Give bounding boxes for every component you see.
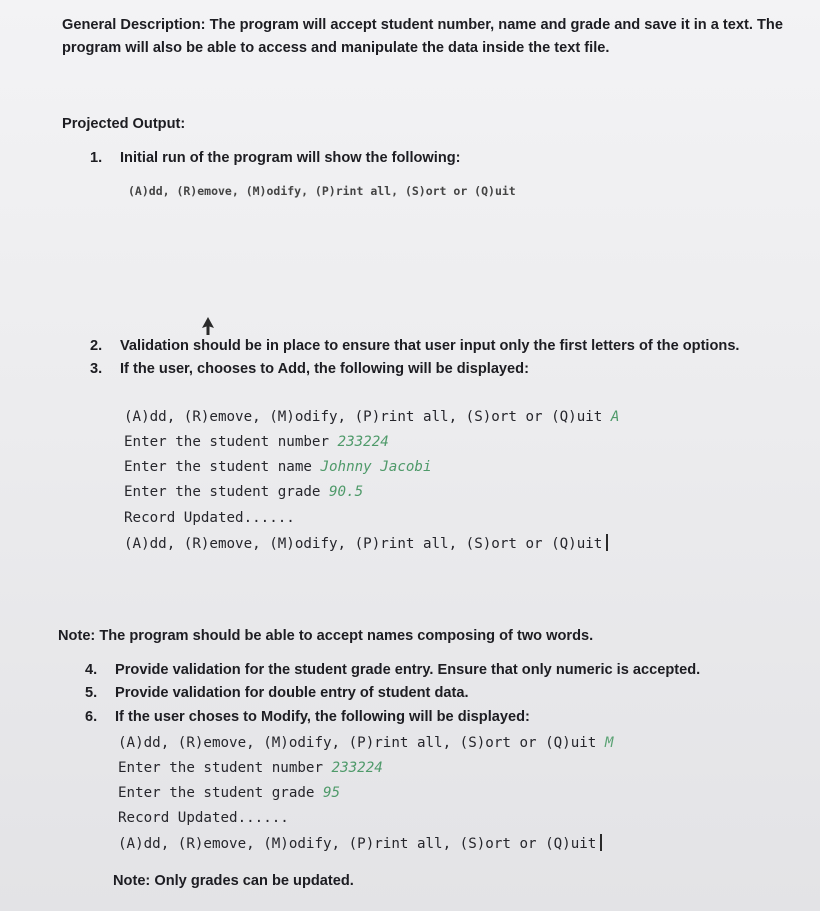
list-item-6: [85, 707, 530, 727]
console-input: M: [604, 735, 614, 751]
list-item-3: [90, 359, 529, 379]
mouse-pointer-icon: [200, 316, 216, 336]
list-item-1-text: Initial run of the program will show the following:: [120, 150, 461, 166]
console-prompt: Enter the student name: [124, 459, 321, 475]
console-input: 233224: [331, 760, 383, 776]
projected-output-heading: Projected Output:: [62, 116, 186, 132]
add-console-number-line: [124, 432, 389, 452]
general-description-line-2: program will also be able to access and manipulate the data inside the text file.: [62, 40, 610, 56]
add-console-menu-line: [124, 407, 619, 427]
console-input: 233224: [337, 434, 389, 450]
list-item-6-number: 6.: [85, 709, 98, 725]
console-input: 95: [323, 785, 341, 801]
list-item-5: [85, 683, 469, 703]
modify-console-record-updated: Record Updated......: [118, 810, 289, 826]
initial-menu-output: (A)dd, (R)emove, (M)odify, (P)rint all, (S)ort or (Q)uit: [128, 184, 516, 198]
modify-console-grade-line: [118, 783, 340, 803]
list-item-4-number: 4.: [85, 662, 98, 678]
add-console-name-line: [124, 457, 432, 477]
note-only-grades: Note: Only grades can be updated.: [113, 873, 354, 889]
list-item-2-number: 2.: [90, 338, 103, 354]
list-item-5-number: 5.: [85, 685, 98, 701]
modify-console-menu-again: [118, 834, 602, 854]
console-prompt: (A)dd, (R)emove, (M)odify, (P)rint all, (S)ort or (Q)uit: [118, 836, 597, 852]
add-console-record-updated: Record Updated......: [124, 510, 295, 526]
list-item-6-text: If the user choses to Modify, the following will be displayed:: [115, 709, 530, 725]
list-item-3-number: 3.: [90, 361, 103, 377]
console-input: A: [610, 409, 620, 425]
text-caret-icon: [600, 834, 602, 851]
console-prompt: Enter the student grade: [118, 785, 323, 801]
list-item-3-text: If the user, chooses to Add, the following will be displayed:: [120, 361, 529, 377]
list-item-4-text: Provide validation for the student grade entry. Ensure that only numeric is accepted.: [115, 662, 701, 678]
text-caret-icon: [606, 534, 608, 551]
list-item-5-text: Provide validation for double entry of student data.: [115, 685, 469, 701]
list-item-2: [90, 336, 740, 356]
console-prompt: Enter the student number: [124, 434, 338, 450]
general-description-line-1: General Description: The program will accept student number, name and grade and save it in a text. The: [62, 17, 783, 33]
console-input: Johnny Jacobi: [320, 459, 432, 475]
note-two-word-names: Note: The program should be able to accept names composing of two words.: [58, 628, 594, 644]
console-prompt: Enter the student grade: [124, 484, 329, 500]
list-item-4: [85, 660, 700, 680]
add-console-grade-line: [124, 482, 363, 502]
list-item-1-number: 1.: [90, 150, 103, 166]
console-prompt: (A)dd, (R)emove, (M)odify, (P)rint all, (S)ort or (Q)uit: [118, 735, 605, 751]
console-prompt: Enter the student number: [118, 760, 332, 776]
console-prompt: (A)dd, (R)emove, (M)odify, (P)rint all, (S)ort or (Q)uit: [124, 409, 611, 425]
console-prompt: (A)dd, (R)emove, (M)odify, (P)rint all, (S)ort or (Q)uit: [124, 536, 603, 552]
modify-console-menu-line: [118, 733, 613, 753]
modify-console-number-line: [118, 758, 383, 778]
console-input: 90.5: [329, 484, 364, 500]
list-item-2-text: Validation should be in place to ensure that user input only the first letters of the options.: [120, 338, 740, 354]
list-item-1: [90, 148, 461, 168]
add-console-menu-again: [124, 534, 608, 554]
